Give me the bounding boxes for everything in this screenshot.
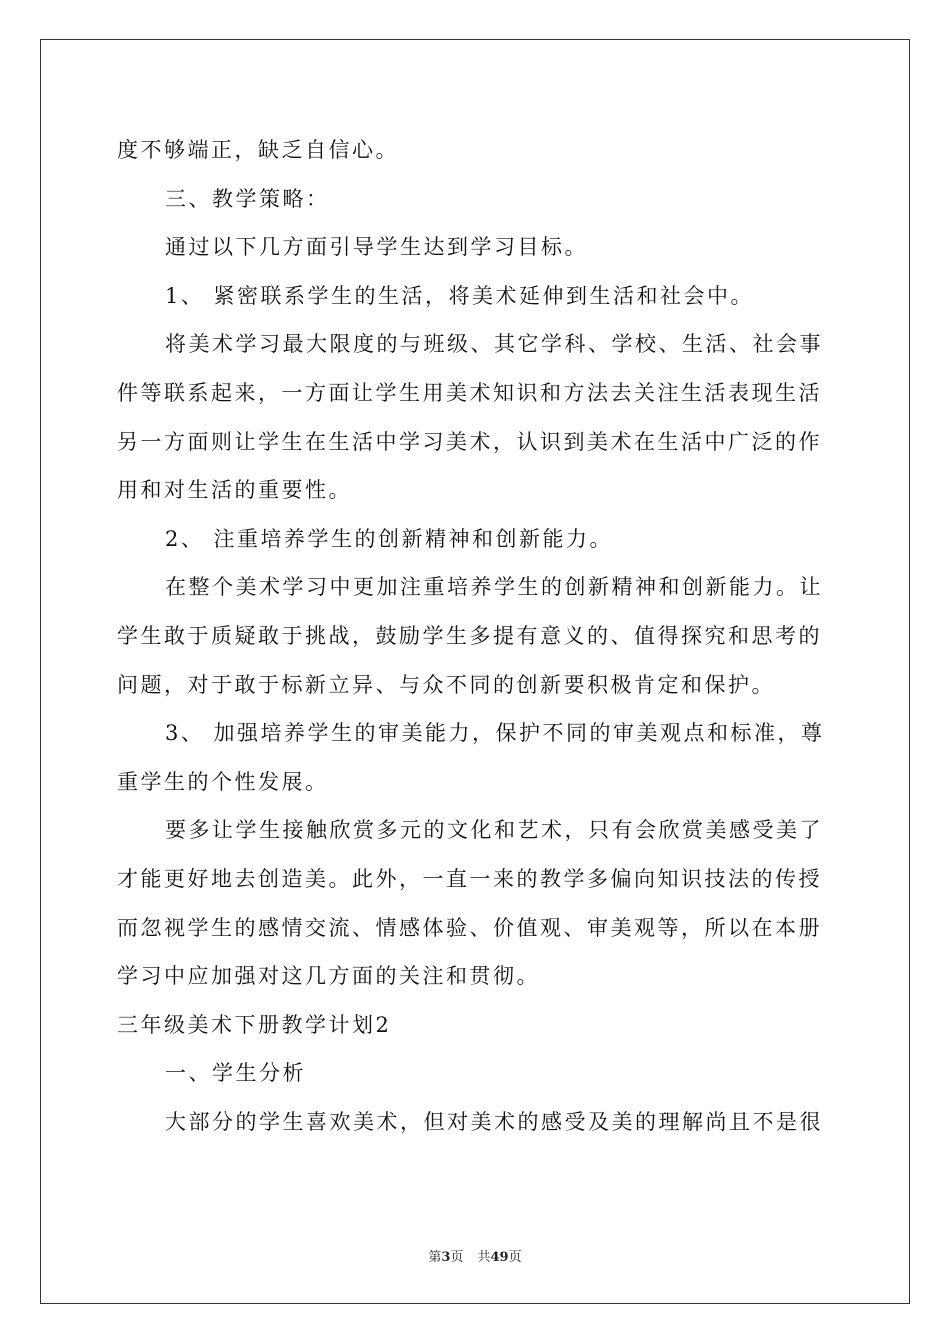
text-line: 重学生的个性发展。 xyxy=(117,769,329,794)
text-line: 学生敢于质疑敢于挑战，鼓励学生多提有意义的、值得探究和思考的 xyxy=(117,623,822,648)
footer-total-prefix: 共 xyxy=(477,1250,491,1265)
footer-page-suffix: 页 xyxy=(450,1250,464,1265)
text-line: 一、学生分析 xyxy=(165,1061,306,1086)
page-footer xyxy=(0,1246,950,1265)
text-line: 大部分的学生喜欢美术，但对美术的感受及美的理解尚且不是很 xyxy=(165,1109,823,1134)
text-line: 件等联系起来，一方面让学生用美术知识和方法去关注生活表现生活 xyxy=(117,380,822,405)
text-line: 三、教学策略： xyxy=(165,186,330,211)
document-body xyxy=(117,126,837,1146)
text-line: 才能更好地去创造美。此外，一直一来的教学多偏向知识技法的传授 xyxy=(117,866,822,891)
text-line: 学习中应加强对这几方面的关注和贯彻。 xyxy=(117,964,540,989)
text-line: 问题，对于敢于标新立异、与众不同的创新要积极肯定和保护。 xyxy=(117,672,775,697)
text-line: 用和对生活的重要性。 xyxy=(117,478,352,503)
footer-page-number: 3 xyxy=(441,1250,451,1265)
text-line: 2、 注重培养学生的创新精神和创新能力。 xyxy=(165,526,614,551)
text-line: 1、 紧密联系学生的生活，将美术延伸到生活和社会中。 xyxy=(165,283,755,308)
footer-total-pages: 49 xyxy=(490,1250,509,1265)
text-line: 三年级美术下册教学计划2 xyxy=(117,1012,392,1037)
text-line: 将美术学习最大限度的与班级、其它学科、学校、生活、社会事 xyxy=(165,332,823,357)
text-line: 而忽视学生的感情交流、情感体验、价值观、审美观等，所以在本册 xyxy=(117,915,822,940)
footer-page-prefix: 第 xyxy=(428,1250,442,1265)
text-line: 度不够端正，缺乏自信心。 xyxy=(117,138,399,162)
text-line: 3、 加强培养学生的审美能力，保护不同的审美观点和标准，尊 xyxy=(165,721,825,746)
text-line: 另一方面则让学生在生活中学习美术，认识到美术在生活中广泛的作 xyxy=(117,429,822,454)
text-line: 在整个美术学习中更加注重培养学生的创新精神和创新能力。让 xyxy=(165,575,823,600)
footer-total-suffix: 页 xyxy=(508,1250,522,1265)
text-line: 要多让学生接触欣赏多元的文化和艺术，只有会欣赏美感受美了 xyxy=(165,818,823,843)
text-line: 通过以下几方面引导学生达到学习目标。 xyxy=(165,235,588,260)
